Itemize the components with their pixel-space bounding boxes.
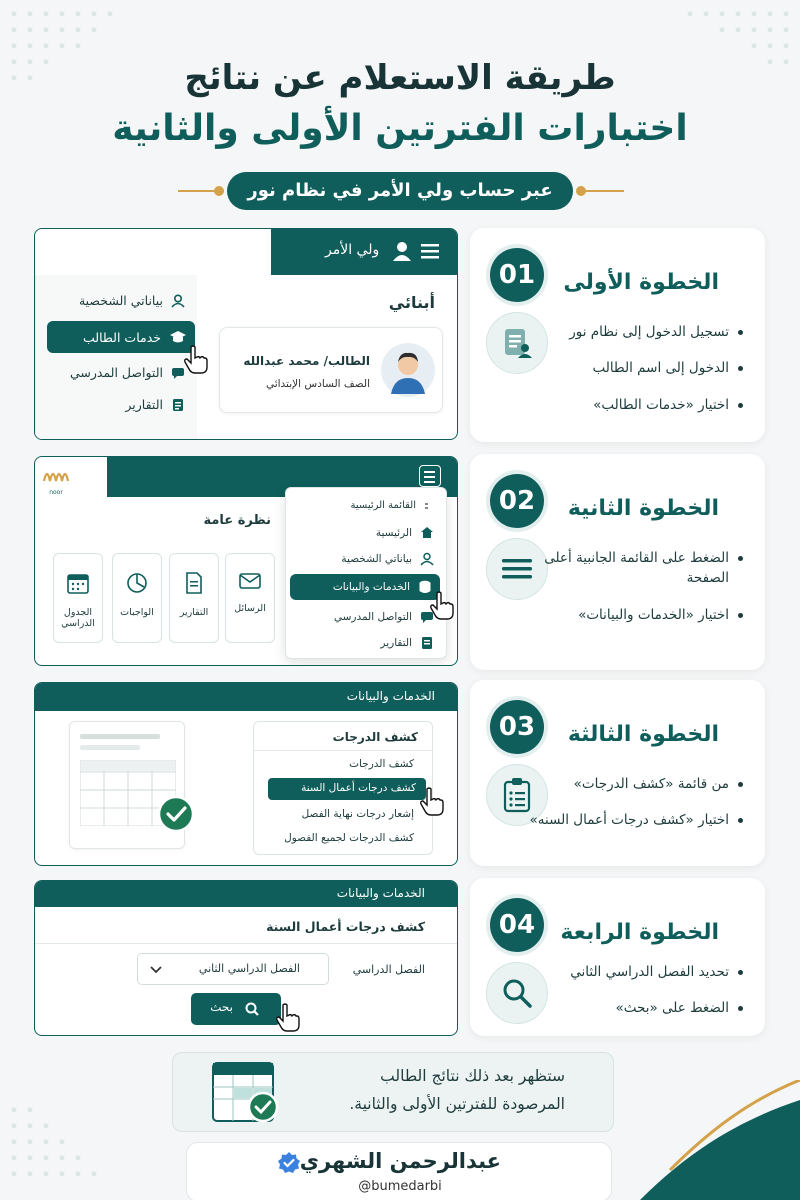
mock-noor-menu	[34, 456, 458, 666]
verified-badge-icon	[277, 1151, 301, 1175]
corner-wave-decoration	[600, 1080, 800, 1200]
hamburger-menu-icon	[486, 538, 548, 600]
list-item[interactable]: إشعار درجات نهاية الفصل	[301, 808, 414, 820]
tile-label: الواجبات	[120, 607, 154, 618]
menu-item-reports[interactable]	[380, 636, 434, 650]
menu-item-label: التقارير	[380, 637, 412, 649]
step-number: 04	[490, 898, 544, 952]
result-note-line1: ستظهر بعد ذلك نتائج الطالب	[380, 1067, 565, 1085]
result-note-card	[172, 1052, 614, 1132]
hand-cursor-icon	[275, 1003, 301, 1033]
divider-dot	[214, 186, 224, 196]
results-table-icon	[211, 1061, 281, 1125]
student-name: الطالب/ محمد عبدالله	[243, 354, 370, 368]
step-bullets	[543, 548, 743, 641]
menu-item-label: التواصل المدرسي	[333, 611, 412, 623]
step-number: 03	[490, 700, 544, 754]
divider-dot	[576, 186, 586, 196]
page-title-line1: طريقة الاستعلام عن نتائج	[184, 58, 616, 98]
author-handle: @bumedarbi	[358, 1179, 442, 1194]
menu-item-label: بياناتي الشخصية	[341, 553, 412, 565]
subtitle-pill: عبر حساب ولي الأمر في نظام نور	[227, 172, 573, 210]
menu-item-profile[interactable]	[341, 552, 434, 566]
divider	[35, 943, 458, 944]
step-card-2	[470, 454, 765, 670]
list-item-annual-grades[interactable]: كشف درجات أعمال السنة	[268, 778, 426, 800]
graduation-cap-icon	[169, 330, 187, 344]
step-card-3	[470, 680, 765, 866]
student-avatar	[380, 342, 436, 398]
menu-item-label: القائمة الرئيسية	[350, 500, 416, 511]
step-card-4	[470, 878, 765, 1036]
chart-icon	[126, 572, 148, 594]
menu-toggle-button[interactable]	[419, 465, 441, 487]
mock-grade-reports	[34, 682, 458, 866]
bullet: اختيار «خدمات الطالب»	[543, 395, 743, 415]
calendar-icon	[67, 572, 89, 594]
menu-item-services-data[interactable]	[290, 574, 440, 600]
tile-label: التقارير	[179, 607, 209, 618]
bullet: اختيار «الخدمات والبيانات»	[543, 605, 743, 625]
step-title: الخطوة الرابعة	[560, 920, 719, 945]
overview-title: نظرة عامة	[203, 513, 271, 528]
student-card[interactable]	[219, 327, 443, 413]
author-name: عبدالرحمن الشهري	[299, 1149, 501, 1173]
bullet: اختيار «كشف درجات أعمال السنه»	[523, 810, 743, 830]
form-title: كشف درجات أعمال السنة	[266, 919, 425, 934]
logo-text: noor	[49, 489, 63, 496]
sidebar-item-label: التقارير	[125, 397, 163, 412]
step-title: الخطوة الثانية	[567, 496, 719, 521]
hamburger-menu-icon[interactable]	[421, 243, 441, 261]
hand-cursor-icon	[429, 591, 455, 621]
menu-item-communication[interactable]	[334, 610, 434, 624]
search-icon	[486, 962, 548, 1024]
header-title: الخدمات والبيانات	[336, 886, 425, 900]
semester-select[interactable]	[137, 953, 329, 985]
noor-logo	[41, 463, 71, 496]
step-bullets	[543, 962, 743, 1035]
menu-item-label: الخدمات والبيانات	[332, 581, 410, 593]
mock-search-form	[34, 880, 458, 1036]
menu-item-label: الرئيسية	[375, 526, 412, 539]
dropdown-menu	[285, 487, 447, 659]
tile-label: الجدول الدراسي	[61, 607, 95, 629]
tile-homework[interactable]	[112, 553, 162, 643]
author-card	[186, 1142, 612, 1200]
hand-cursor-icon	[183, 345, 209, 375]
chevron-down-icon	[150, 965, 162, 975]
search-button-label: بحث	[210, 1000, 233, 1014]
result-note-line2: المرصودة للفترتين الأولى والثانية.	[349, 1095, 565, 1113]
section-title: أبنائي	[388, 293, 435, 312]
mock-parent-home	[34, 228, 458, 440]
sidebar-item-student-services[interactable]	[47, 321, 195, 353]
semester-label: الفصل الدراسي	[352, 963, 425, 976]
page-title-line2: اختبارات الفترتين الأولى والثانية	[112, 108, 688, 149]
list-title: كشف الدرجات	[332, 730, 418, 744]
document-user-icon	[486, 312, 548, 374]
tile-messages[interactable]	[225, 553, 275, 643]
hand-cursor-icon	[419, 787, 445, 817]
semester-select-value: الفصل الدراسي الثاني	[198, 962, 300, 975]
home-icon	[420, 526, 434, 539]
tile-reports[interactable]	[169, 553, 219, 643]
bullet: من قائمة «كشف الدرجات»	[523, 774, 743, 794]
step-bullets	[523, 774, 743, 847]
dots-decoration	[0, 1100, 130, 1200]
student-grade: الصف السادس الإبتدائي	[265, 378, 370, 390]
sidebar-item-profile[interactable]	[79, 293, 185, 308]
search-button[interactable]	[191, 993, 281, 1025]
document-icon	[185, 572, 203, 594]
divider	[254, 750, 432, 751]
chat-icon	[171, 366, 185, 380]
menu-item-home[interactable]	[376, 526, 434, 539]
step-bullets	[543, 322, 743, 431]
sidebar-item-label: بياناتي الشخصية	[78, 293, 163, 308]
sidebar-item-label: خدمات الطالب	[83, 329, 161, 345]
sidebar-item-reports[interactable]	[125, 397, 185, 412]
sidebar-item-communication[interactable]	[70, 365, 185, 380]
user-icon	[420, 552, 434, 566]
user-icon	[391, 240, 413, 262]
list-item[interactable]: كشف الدرجات	[349, 758, 414, 770]
bullet: تحديد الفصل الدراسي الثاني	[543, 962, 743, 982]
bullet: الضغط على «بحث»	[543, 998, 743, 1018]
parent-label: ولي الأمر	[325, 242, 380, 258]
mail-icon	[239, 572, 261, 590]
list-item[interactable]: كشف الدرجات لجميع الفصول	[284, 832, 414, 844]
report-icon	[171, 398, 185, 412]
check-icon	[157, 795, 195, 833]
header-title: الخدمات والبيانات	[346, 689, 435, 703]
bullet: الضغط على القائمة الجانبية أعلى الصفحة	[543, 548, 743, 589]
search-icon	[245, 1002, 259, 1016]
menu-item-main-menu[interactable]	[351, 500, 434, 511]
step-number: 02	[490, 474, 544, 528]
tile-label: الرسائل	[234, 603, 266, 614]
step-card-1	[470, 228, 765, 442]
report-icon	[420, 636, 434, 650]
bullet: الدخول إلى اسم الطالب	[543, 358, 743, 378]
step-title: الخطوة الثالثة	[567, 722, 719, 747]
sidebar-item-label: التواصل المدرسي	[69, 365, 163, 380]
step-number: 01	[490, 248, 544, 302]
bullet: تسجيل الدخول إلى نظام نور	[543, 322, 743, 342]
tile-schedule[interactable]	[53, 553, 103, 643]
step-title: الخطوة الأولى	[563, 270, 719, 295]
grades-list	[253, 721, 433, 855]
user-icon	[171, 294, 185, 308]
grid-icon	[424, 501, 434, 511]
